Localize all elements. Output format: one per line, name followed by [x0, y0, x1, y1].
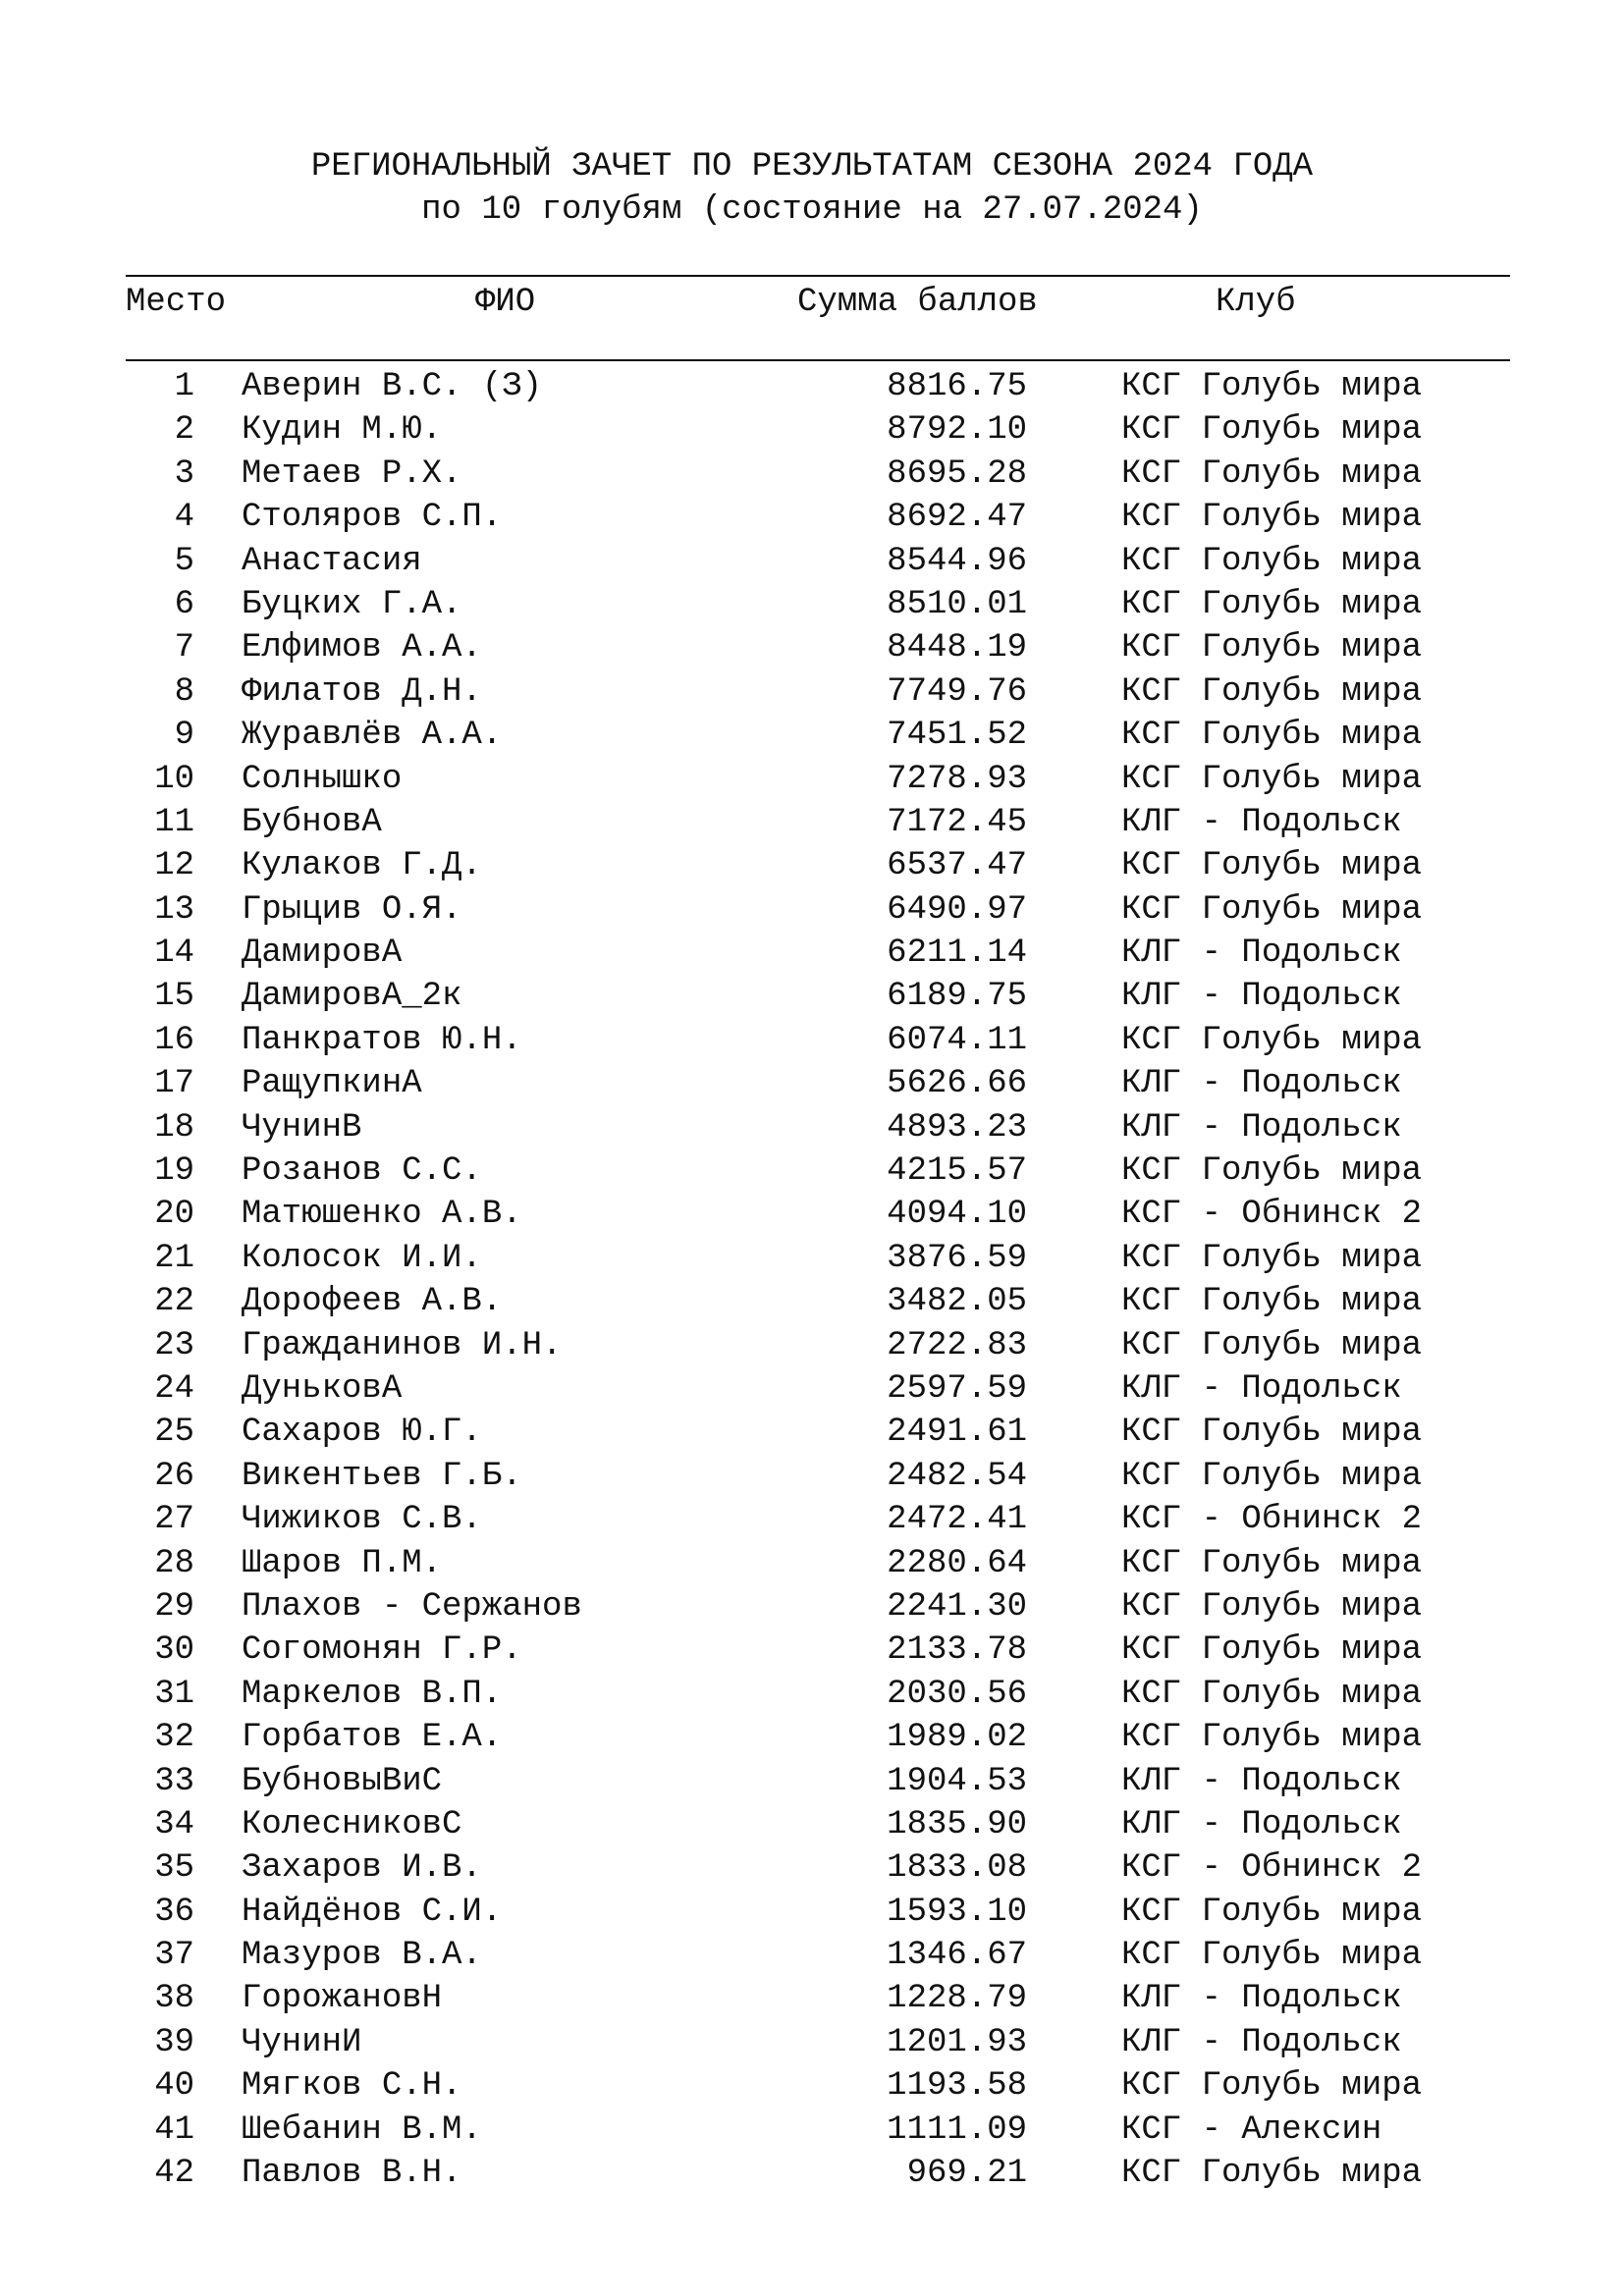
- table-row: [0, 1367, 1624, 1411]
- score-cell: 3482.05: [887, 1283, 1027, 1321]
- table-row: [0, 1411, 1624, 1454]
- place-cell: 2: [174, 411, 194, 450]
- place-cell: 5: [174, 542, 194, 580]
- place-cell: 12: [154, 847, 194, 885]
- score-cell: 6074.11: [887, 1021, 1027, 1059]
- place-cell: 18: [154, 1108, 194, 1147]
- table-row: [0, 1193, 1624, 1236]
- name-cell: Мягков С.Н.: [242, 2067, 462, 2106]
- score-cell: 1833.08: [887, 1849, 1027, 1888]
- table-row: [0, 1716, 1624, 1759]
- name-cell: Дорофеев А.В.: [242, 1283, 503, 1321]
- club-cell: КСГ Голубь мира: [1121, 1283, 1423, 1321]
- name-cell: Сахаров Ю.Г.: [242, 1414, 482, 1452]
- name-cell: Метаев Р.Х.: [242, 454, 462, 493]
- table-row: [0, 2021, 1624, 2064]
- table-row: [0, 1019, 1624, 1062]
- table-row: [0, 2109, 1624, 2152]
- name-cell: Найдёнов С.И.: [242, 1893, 503, 1931]
- club-cell: КЛГ - Подольск: [1121, 1369, 1402, 1408]
- document-title: [0, 145, 1624, 232]
- place-cell: 35: [154, 1849, 194, 1888]
- score-cell: 1201.93: [887, 2023, 1027, 2061]
- table-row: [0, 1106, 1624, 1149]
- name-cell: Викентьев Г.Б.: [242, 1457, 522, 1495]
- name-cell: Буцких Г.А.: [242, 585, 462, 623]
- score-cell: 4094.10: [887, 1196, 1027, 1234]
- club-cell: КСГ Голубь мира: [1121, 1719, 1423, 1757]
- club-cell: КЛГ - Подольск: [1121, 978, 1402, 1016]
- score-cell: 8510.01: [887, 585, 1027, 623]
- name-cell: Кулаков Г.Д.: [242, 847, 482, 885]
- title-line-1: РЕГИОНАЛЬНЫЙ ЗАЧЕТ ПО РЕЗУЛЬТАТАМ СЕЗОНА 2024 ГОДА: [310, 148, 1314, 186]
- place-cell: 22: [154, 1283, 194, 1321]
- name-cell: ДамировА_2к: [242, 978, 462, 1016]
- name-cell: Согомонян Г.Р.: [242, 1631, 522, 1670]
- table-row: [0, 1934, 1624, 1977]
- name-cell: Аверин В.С. (З): [242, 368, 543, 405]
- score-cell: 8448.19: [887, 629, 1027, 667]
- score-cell: 7278.93: [887, 760, 1027, 798]
- name-cell: Плахов - Сержанов: [242, 1587, 582, 1626]
- name-cell: Панкратов Ю.Н.: [242, 1021, 522, 1059]
- score-cell: 2472.41: [887, 1501, 1027, 1539]
- name-cell: Маркелов В.П.: [242, 1675, 503, 1713]
- name-cell: Шаров П.М.: [242, 1544, 443, 1582]
- table-row: [0, 1977, 1624, 2020]
- score-cell: 8544.96: [887, 542, 1027, 580]
- club-cell: КСГ Голубь мира: [1121, 499, 1423, 537]
- score-cell: 1989.02: [887, 1719, 1027, 1757]
- club-cell: КСГ Голубь мира: [1121, 1587, 1423, 1626]
- place-cell: 9: [174, 717, 194, 755]
- header-top-rule: [126, 275, 1510, 277]
- place-cell: 16: [154, 1021, 194, 1059]
- table-row: [0, 1542, 1624, 1585]
- club-cell: КЛГ - Подольск: [1121, 1762, 1402, 1800]
- name-cell: Гражданинов И.Н.: [242, 1326, 563, 1364]
- club-cell: КСГ Голубь мира: [1121, 672, 1423, 711]
- column-header-club: Клуб: [1216, 284, 1296, 321]
- place-cell: 1: [174, 368, 194, 405]
- table-row: [0, 975, 1624, 1018]
- place-cell: 40: [154, 2067, 194, 2106]
- club-cell: КСГ Голубь мира: [1121, 1631, 1423, 1670]
- place-cell: 19: [154, 1152, 194, 1191]
- score-cell: 1111.09: [887, 2110, 1027, 2149]
- score-cell: 6537.47: [887, 847, 1027, 885]
- table-row: [0, 2152, 1624, 2195]
- club-cell: КЛГ - Подольск: [1121, 2023, 1402, 2061]
- table-row: [0, 1891, 1624, 1934]
- table-row: [0, 758, 1624, 801]
- club-cell: КЛГ - Подольск: [1121, 934, 1402, 973]
- place-cell: 32: [154, 1719, 194, 1757]
- score-cell: 2722.83: [887, 1326, 1027, 1364]
- club-cell: КСГ Голубь мира: [1121, 454, 1423, 493]
- club-cell: КСГ Голубь мира: [1121, 1937, 1423, 1975]
- club-cell: КСГ Голубь мира: [1121, 760, 1423, 798]
- score-cell: 4215.57: [887, 1152, 1027, 1191]
- club-cell: КСГ Голубь мира: [1121, 1414, 1423, 1452]
- score-cell: 1593.10: [887, 1893, 1027, 1931]
- club-cell: КСГ Голубь мира: [1121, 629, 1423, 667]
- name-cell: БубновА: [242, 803, 382, 841]
- place-cell: 24: [154, 1369, 194, 1408]
- club-cell: КСГ Голубь мира: [1121, 1457, 1423, 1495]
- table-row: [0, 365, 1624, 408]
- score-cell: 8792.10: [887, 411, 1027, 450]
- club-cell: КСГ Голубь мира: [1121, 542, 1423, 580]
- name-cell: Матюшенко А.В.: [242, 1196, 522, 1234]
- table-row: [0, 1149, 1624, 1193]
- table-row: [0, 408, 1624, 452]
- table-row: [0, 583, 1624, 626]
- place-cell: 14: [154, 934, 194, 973]
- place-cell: 26: [154, 1457, 194, 1495]
- club-cell: КСГ Голубь мира: [1121, 411, 1423, 450]
- score-cell: 1193.58: [887, 2067, 1027, 2106]
- table-row: [0, 1237, 1624, 1280]
- club-cell: КСГ - Обнинск 2: [1121, 1501, 1423, 1539]
- place-cell: 27: [154, 1501, 194, 1539]
- place-cell: 20: [154, 1196, 194, 1234]
- table-row: [0, 932, 1624, 975]
- name-cell: ГорожановН: [242, 1980, 443, 2018]
- table-row: [0, 496, 1624, 539]
- club-cell: КСГ Голубь мира: [1121, 717, 1423, 755]
- club-cell: КСГ Голубь мира: [1121, 1893, 1423, 1931]
- table-row: [0, 1280, 1624, 1323]
- club-cell: КСГ Голубь мира: [1121, 1239, 1423, 1277]
- place-cell: 33: [154, 1762, 194, 1800]
- score-cell: 1346.67: [887, 1937, 1027, 1975]
- club-cell: КСГ Голубь мира: [1121, 1152, 1423, 1191]
- title-line-2: по 10 голубям (состояние на 27.07.2024): [421, 191, 1203, 229]
- name-cell: Шебанин В.М.: [242, 2110, 482, 2149]
- place-cell: 30: [154, 1631, 194, 1670]
- club-cell: КСГ Голубь мира: [1121, 1544, 1423, 1582]
- name-cell: Столяров С.П.: [242, 499, 503, 537]
- name-cell: Захаров И.В.: [242, 1849, 482, 1888]
- place-cell: 28: [154, 1544, 194, 1582]
- place-cell: 8: [174, 672, 194, 711]
- table-row: [0, 1498, 1624, 1541]
- score-cell: 969.21: [906, 2155, 1027, 2193]
- name-cell: БубновыВиС: [242, 1762, 443, 1800]
- name-cell: Грыцив О.Я.: [242, 890, 462, 929]
- place-cell: 4: [174, 499, 194, 537]
- name-cell: ДамировА: [242, 934, 403, 973]
- place-cell: 37: [154, 1937, 194, 1975]
- table-row: [0, 1629, 1624, 1672]
- club-cell: КСГ Голубь мира: [1121, 2155, 1423, 2193]
- club-cell: КСГ Голубь мира: [1121, 1326, 1423, 1364]
- table-row: [0, 2064, 1624, 2108]
- score-cell: 5626.66: [887, 1065, 1027, 1103]
- club-cell: КЛГ - Подольск: [1121, 1980, 1402, 2018]
- table-row: [0, 1062, 1624, 1105]
- place-cell: 38: [154, 1980, 194, 2018]
- name-cell: Анастасия: [242, 542, 422, 580]
- score-cell: 2482.54: [887, 1457, 1027, 1495]
- name-cell: ДуньковА: [242, 1369, 403, 1408]
- name-cell: Кудин М.Ю.: [242, 411, 443, 450]
- place-cell: 13: [154, 890, 194, 929]
- table-row: [0, 801, 1624, 844]
- table-row: [0, 1846, 1624, 1890]
- table-row: [0, 1324, 1624, 1367]
- place-cell: 42: [154, 2155, 194, 2193]
- name-cell: ЧунинВ: [242, 1108, 362, 1147]
- score-cell: 8695.28: [887, 454, 1027, 493]
- club-cell: КЛГ - Подольск: [1121, 1065, 1402, 1103]
- score-cell: 6189.75: [887, 978, 1027, 1016]
- score-cell: 2030.56: [887, 1675, 1027, 1713]
- place-cell: 17: [154, 1065, 194, 1103]
- table-row: [0, 888, 1624, 932]
- club-cell: КСГ Голубь мира: [1121, 368, 1423, 405]
- name-cell: Розанов С.С.: [242, 1152, 482, 1191]
- table-row: [0, 1760, 1624, 1803]
- place-cell: 3: [174, 454, 194, 493]
- name-cell: Павлов В.Н.: [242, 2155, 462, 2193]
- column-header-score: Сумма баллов: [797, 284, 1038, 321]
- club-cell: КСГ - Алексин: [1121, 2110, 1382, 2149]
- score-cell: 7451.52: [887, 717, 1027, 755]
- club-cell: КСГ Голубь мира: [1121, 1021, 1423, 1059]
- club-cell: КЛГ - Подольск: [1121, 1805, 1402, 1843]
- club-cell: КСГ - Обнинск 2: [1121, 1849, 1423, 1888]
- place-cell: 11: [154, 803, 194, 841]
- name-cell: КолесниковС: [242, 1805, 462, 1843]
- column-header-place: Место: [126, 284, 227, 321]
- place-cell: 6: [174, 585, 194, 623]
- club-cell: КСГ Голубь мира: [1121, 1675, 1423, 1713]
- results-table: [0, 365, 1624, 2195]
- club-cell: КСГ - Обнинск 2: [1121, 1196, 1423, 1234]
- place-cell: 41: [154, 2110, 194, 2149]
- place-cell: 10: [154, 760, 194, 798]
- place-cell: 36: [154, 1893, 194, 1931]
- name-cell: ЧунинИ: [242, 2023, 362, 2061]
- score-cell: 6211.14: [887, 934, 1027, 973]
- table-row: [0, 844, 1624, 887]
- club-cell: КСГ Голубь мира: [1121, 890, 1423, 929]
- header-bottom-rule: [126, 359, 1510, 361]
- name-cell: Колосок И.И.: [242, 1239, 482, 1277]
- score-cell: 7749.76: [887, 672, 1027, 711]
- score-cell: 3876.59: [887, 1239, 1027, 1277]
- score-cell: 2491.61: [887, 1414, 1027, 1452]
- club-cell: КЛГ - Подольск: [1121, 1108, 1402, 1147]
- score-cell: 2280.64: [887, 1544, 1027, 1582]
- place-cell: 15: [154, 978, 194, 1016]
- name-cell: Солнышко: [242, 760, 403, 798]
- score-cell: 2133.78: [887, 1631, 1027, 1670]
- column-header-name: ФИО: [475, 284, 536, 321]
- table-row: [0, 1455, 1624, 1498]
- club-cell: КЛГ - Подольск: [1121, 803, 1402, 841]
- table-row: [0, 453, 1624, 496]
- place-cell: 39: [154, 2023, 194, 2061]
- place-cell: 23: [154, 1326, 194, 1364]
- club-cell: КСГ Голубь мира: [1121, 585, 1423, 623]
- table-row: [0, 626, 1624, 669]
- name-cell: Чижиков С.В.: [242, 1501, 482, 1539]
- name-cell: Горбатов Е.А.: [242, 1719, 503, 1757]
- score-cell: 8692.47: [887, 499, 1027, 537]
- place-cell: 7: [174, 629, 194, 667]
- table-row: [0, 1803, 1624, 1846]
- place-cell: 29: [154, 1587, 194, 1626]
- score-cell: 2597.59: [887, 1369, 1027, 1408]
- score-cell: 4893.23: [887, 1108, 1027, 1147]
- name-cell: Журавлёв А.А.: [242, 717, 503, 755]
- club-cell: КСГ Голубь мира: [1121, 847, 1423, 885]
- score-cell: 2241.30: [887, 1587, 1027, 1626]
- place-cell: 21: [154, 1239, 194, 1277]
- name-cell: РащупкинА: [242, 1065, 422, 1103]
- score-cell: 6490.97: [887, 890, 1027, 929]
- place-cell: 31: [154, 1675, 194, 1713]
- place-cell: 25: [154, 1414, 194, 1452]
- score-cell: 1904.53: [887, 1762, 1027, 1800]
- score-cell: 7172.45: [887, 803, 1027, 841]
- score-cell: 1228.79: [887, 1980, 1027, 2018]
- score-cell: 8816.75: [887, 368, 1027, 405]
- table-row: [0, 670, 1624, 714]
- club-cell: КСГ Голубь мира: [1121, 2067, 1423, 2106]
- table-row: [0, 1585, 1624, 1629]
- name-cell: Филатов Д.Н.: [242, 672, 482, 711]
- name-cell: Мазуров В.А.: [242, 1937, 482, 1975]
- place-cell: 34: [154, 1805, 194, 1843]
- table-row: [0, 1673, 1624, 1716]
- table-row: [0, 540, 1624, 583]
- name-cell: Елфимов А.А.: [242, 629, 482, 667]
- table-row: [0, 714, 1624, 757]
- score-cell: 1835.90: [887, 1805, 1027, 1843]
